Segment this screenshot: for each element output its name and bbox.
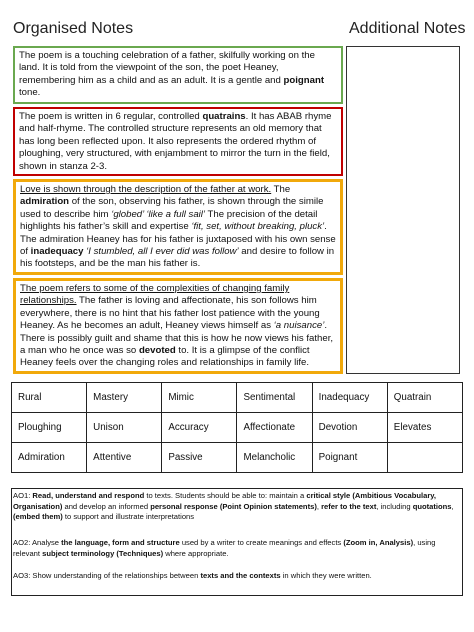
vocab-cell: Sentimental <box>237 383 312 413</box>
quotation: ‘globed’ ‘like a full sail’ <box>111 208 206 220</box>
key-term: inadequacy <box>30 246 84 258</box>
ao-text: to support and illustrate interpretations <box>62 512 195 522</box>
key-term: devoted <box>138 345 176 357</box>
assessment-objective-ao2 <box>13 538 461 559</box>
ao-text: and develop an informed <box>62 501 151 511</box>
vocab-cell: Attentive <box>87 443 162 473</box>
ao-text: , including <box>376 501 413 511</box>
note-text: The <box>271 184 291 195</box>
vocab-cell: Admiration <box>12 443 87 473</box>
note-topic-sentence: Love is shown through the description of the father at work. <box>20 184 272 195</box>
ao-text: used by a writer to create meanings and effects <box>179 538 344 547</box>
ao-text: AO3: Show understanding of the relationships between <box>13 571 201 580</box>
ao-text: to texts. Students should be able to: maintain a <box>144 491 307 500</box>
vocab-cell: Inadequacy <box>312 383 387 413</box>
vocab-cell: Passive <box>162 443 237 473</box>
table-row <box>12 383 463 413</box>
note-text: The poem is a touching celebration of a father, skilfully working on the land. It is told from the viewpoint of the son, the poet Heaney, remembering him as a child and as an adult. It is a gentle and <box>19 50 315 86</box>
note-text: The poem is written in 6 regular, controlled <box>19 111 203 122</box>
key-term: admiration <box>20 196 70 208</box>
note-relationships <box>13 278 343 374</box>
note-text: and desire to follow in his footsteps, and be the man his father is. <box>20 246 335 270</box>
note-text: . It has ABAB rhyme and half-rhyme. The controlled structure represents an old memory that has long been reflected upon. It also represents the ordered rhythm of ploughing, very structured, with enjambment to mirror the turn in the field, shown in stanza 2-3. <box>19 111 332 172</box>
note-text: . The admiration Heaney has for his father is juxtaposed with his own sense of <box>20 221 336 258</box>
organised-notes-title: Organised Notes <box>13 20 134 37</box>
ao-key-phrase: quotations <box>412 501 452 511</box>
ao-key-phrase: (Zoom in, Analysis) <box>343 538 414 547</box>
vocab-cell: Elevates <box>387 413 462 443</box>
vocab-cell: Affectionate <box>237 413 312 443</box>
ao-key-phrase: the language, form and structure <box>61 538 180 547</box>
assessment-objective-ao1 <box>13 491 461 523</box>
vocab-cell <box>387 443 462 473</box>
vocabulary-table <box>11 382 463 473</box>
ao-text: , <box>316 501 322 511</box>
note-context <box>13 46 343 104</box>
vocab-cell: Accuracy <box>162 413 237 443</box>
ao-text: in which they were written. <box>280 571 372 580</box>
ao-text: AO2: Analyse <box>13 538 62 547</box>
vocab-cell: Rural <box>12 383 87 413</box>
note-text: The father is loving and affectionate, his son follows him everywhere, there is no hint that his father lost patience with the young Heaney. As he becomes an adult, Heaney views himself as <box>20 295 320 332</box>
ao-key-phrase: refer to the text <box>321 501 377 511</box>
note-topic-sentence: The poem refers to some of the complexities of changing family relationships. <box>20 283 290 307</box>
note-text: . There is possibly guilt and shame that this is how he now views his father, a man who he once was so <box>20 320 334 357</box>
note-text: The precision of the detail highlights his father’s skill and expertise <box>20 208 318 233</box>
vocab-cell: Unison <box>87 413 162 443</box>
note-structure <box>13 107 343 176</box>
ao-text: , using relevant <box>13 538 436 558</box>
ao-text: AO1: <box>13 491 33 500</box>
additional-notes-box[interactable] <box>346 46 460 374</box>
vocab-cell: Mimic <box>162 383 237 413</box>
vocab-cell: Ploughing <box>12 413 87 443</box>
ao-key-phrase: (embed them) <box>13 512 63 522</box>
table-row <box>12 443 463 473</box>
ao-key-phrase: texts and the contexts <box>200 571 281 580</box>
quotation: ‘fit, set, without breaking, pluck’ <box>191 221 325 233</box>
note-text: to. It is a glimpse of the conflict Heaney feels over the changing roles and relationships in family life. <box>20 345 310 369</box>
key-term: quatrains <box>202 111 246 122</box>
quotation: ‘a nuisance’ <box>273 320 325 332</box>
vocab-cell: Poignant <box>312 443 387 473</box>
quotation: ‘I stumbled, all I ever did was follow’ <box>86 246 239 258</box>
additional-notes-title: Additional Notes <box>349 20 466 37</box>
key-term: poignant <box>283 74 325 86</box>
assessment-objective-ao3 <box>13 571 461 582</box>
table-row <box>12 413 463 443</box>
ao-text: where appropriate. <box>163 548 229 558</box>
note-text: tone. <box>19 87 41 99</box>
vocab-cell: Devotion <box>312 413 387 443</box>
ao-key-phrase: personal response (Point Opinion statements) <box>150 501 317 511</box>
ao-key-phrase: critical style (Ambitious Vocabulary, Organisation) <box>13 491 437 511</box>
vocab-cell: Quatrain <box>387 383 462 413</box>
vocab-cell: Melancholic <box>237 443 312 473</box>
vocab-cell: Mastery <box>87 383 162 413</box>
ao-text: , <box>451 501 454 511</box>
note-text: of the son, observing his father, is shown through the simile used to describe him <box>20 196 324 220</box>
note-love-admiration <box>13 179 343 275</box>
ao-key-phrase: Read, understand and respond <box>32 491 145 500</box>
ao-key-phrase: subject terminology (Techniques) <box>42 548 164 558</box>
